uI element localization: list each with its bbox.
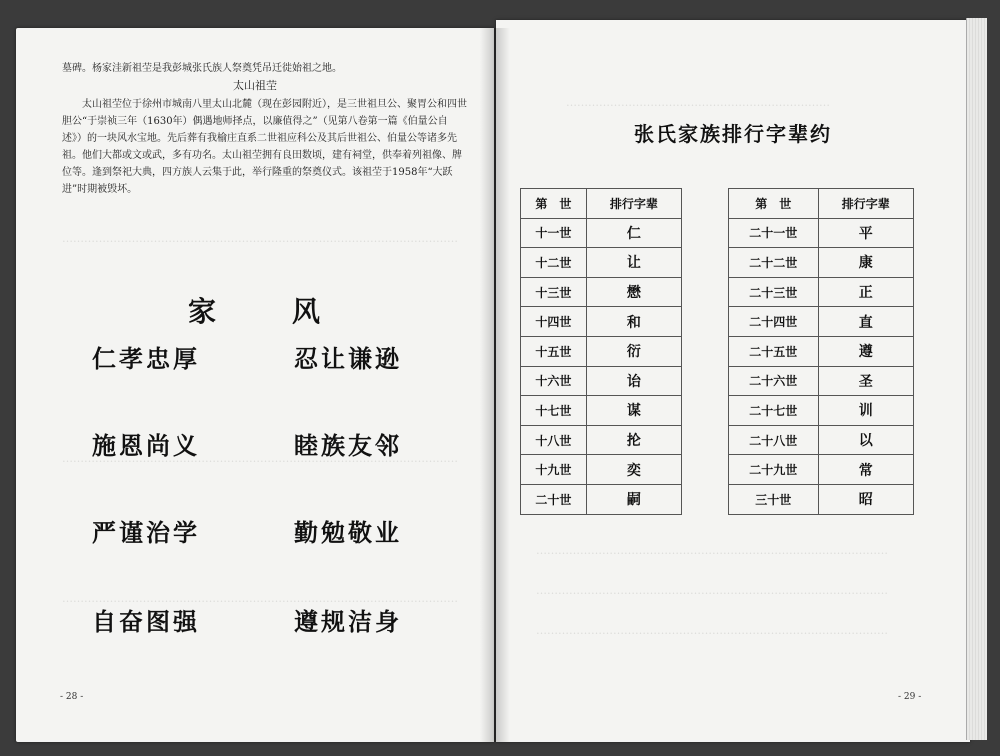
generation-cell: 二十三世 [729,277,819,307]
header-character: 排行字辈 [586,189,681,219]
generation-cell: 十五世 [521,336,587,366]
generation-cell: 二十九世 [729,455,819,485]
table-row [521,307,682,337]
generation-cell: 二十八世 [729,425,819,455]
character-cell: 遵 [818,336,913,366]
motto-line: 施恩尚义 [92,432,200,460]
left-page [16,28,494,742]
header-generation: 第 世 [729,189,819,219]
character-cell: 训 [818,396,913,426]
table-row [521,484,682,514]
character-cell: 平 [818,218,913,248]
generation-cell: 二十六世 [729,366,819,396]
book-gutter [480,28,510,742]
right-page [496,20,970,742]
generation-cell: 十一世 [521,218,587,248]
header-character: 排行字辈 [818,189,913,219]
table-row [521,218,682,248]
section-heading: 太山祖茔 [233,79,277,92]
generation-cell: 三十世 [729,484,819,514]
page-number: - 29 - [898,692,922,702]
generation-cell: 十三世 [521,277,587,307]
character-cell: 昭 [818,484,913,514]
table-row [729,336,914,366]
table-row [729,307,914,337]
table-row [729,396,914,426]
character-cell: 圣 [818,366,913,396]
generation-cell: 二十二世 [729,248,819,278]
generation-table-left [520,188,682,515]
character-cell: 让 [586,248,681,278]
character-cell: 康 [818,248,913,278]
intro-line: 墓碑。杨家洼新祖茔是我彭城张氏族人祭奠凭吊迁徙始祖之地。 [62,63,342,74]
header-generation: 第 世 [521,189,587,219]
generation-cell: 二十一世 [729,218,819,248]
character-cell: 奕 [586,455,681,485]
page-number: - 28 - [60,692,84,702]
table-row [729,425,914,455]
character-cell: 以 [818,425,913,455]
character-cell: 和 [586,307,681,337]
table-row [729,248,914,278]
motto-line: 勤勉敬业 [294,519,402,547]
table-row [729,455,914,485]
table-row [521,396,682,426]
motto-line: 仁孝忠厚 [92,345,200,373]
generation-cell: 二十七世 [729,396,819,426]
motto-line: 睦族友邻 [294,432,402,460]
character-cell: 抡 [586,425,681,455]
character-cell: 直 [818,307,913,337]
table-row [521,336,682,366]
table-header-row [729,189,914,219]
motto-line: 自奋图强 [92,608,200,636]
character-cell: 诒 [586,366,681,396]
motto-line: 忍让谦逊 [294,345,402,373]
character-cell: 仁 [586,218,681,248]
bleed-through-text: ……………………………………………………………… [566,96,830,109]
table-row [729,218,914,248]
generation-table-right [728,188,914,515]
character-cell: 嗣 [586,484,681,514]
motto-title-char: 风 [292,295,323,328]
generation-cell: 十二世 [521,248,587,278]
bleed-through-text: …………………………………………………………………………………… [536,544,888,557]
motto-title-char: 家 [188,295,219,328]
generation-cell: 十九世 [521,455,587,485]
character-cell: 正 [818,277,913,307]
table-row [729,366,914,396]
motto-line: 严谨治学 [92,519,200,547]
table-row [521,425,682,455]
generation-cell: 二十五世 [729,336,819,366]
bleed-through-text: …………………………………………………………………………………… [536,624,888,637]
table-row [521,455,682,485]
table-header-row [521,189,682,219]
section-paragraph: 太山祖茔位于徐州市城南八里太山北麓（现在彭园附近），是三世祖旦公、聚胃公和四世胆公“于崇祯三年（1630年）偶遇地师择点，以廉值得之”（见第八卷第一篇《伯量公自述》）的一块风水宝地。先后葬有我榆庄直系二世祖应科公及其后世祖公、伯量公等诸多先祖。他们大都或文或武，多有功名。太山祖茔拥有良田数顷，建有祠堂，供奉着列祖像、牌位等。逢到祭祀大典，四方族人云集于此，举行隆重的祭奠仪式。该祖茔于1958年“大跃进”时期被毁坏。 [62,99,467,195]
generation-cell: 十八世 [521,425,587,455]
bleed-through-text: …………………………………………………………………………………… [536,584,888,597]
table-row [521,277,682,307]
table-row [521,366,682,396]
generation-cell: 十七世 [521,396,587,426]
generation-cell: 二十四世 [729,307,819,337]
page-title: 张氏家族排行字辈约 [634,122,832,146]
character-cell: 谋 [586,396,681,426]
character-cell: 常 [818,455,913,485]
page-edges [966,18,987,740]
motto-line: 遵规洁身 [294,608,402,636]
table-row [729,484,914,514]
bleed-through-text: ……………………………………………………………………………………………… [62,592,458,605]
bleed-through-text: ……………………………………………………………………………………………… [62,232,458,245]
character-cell: 衍 [586,336,681,366]
generation-cell: 二十世 [521,484,587,514]
table-row [521,248,682,278]
table-row [729,277,914,307]
generation-cell: 十四世 [521,307,587,337]
generation-cell: 十六世 [521,366,587,396]
bleed-through-text: ……………………………………………………………………………………………… [62,452,458,465]
character-cell: 懋 [586,277,681,307]
